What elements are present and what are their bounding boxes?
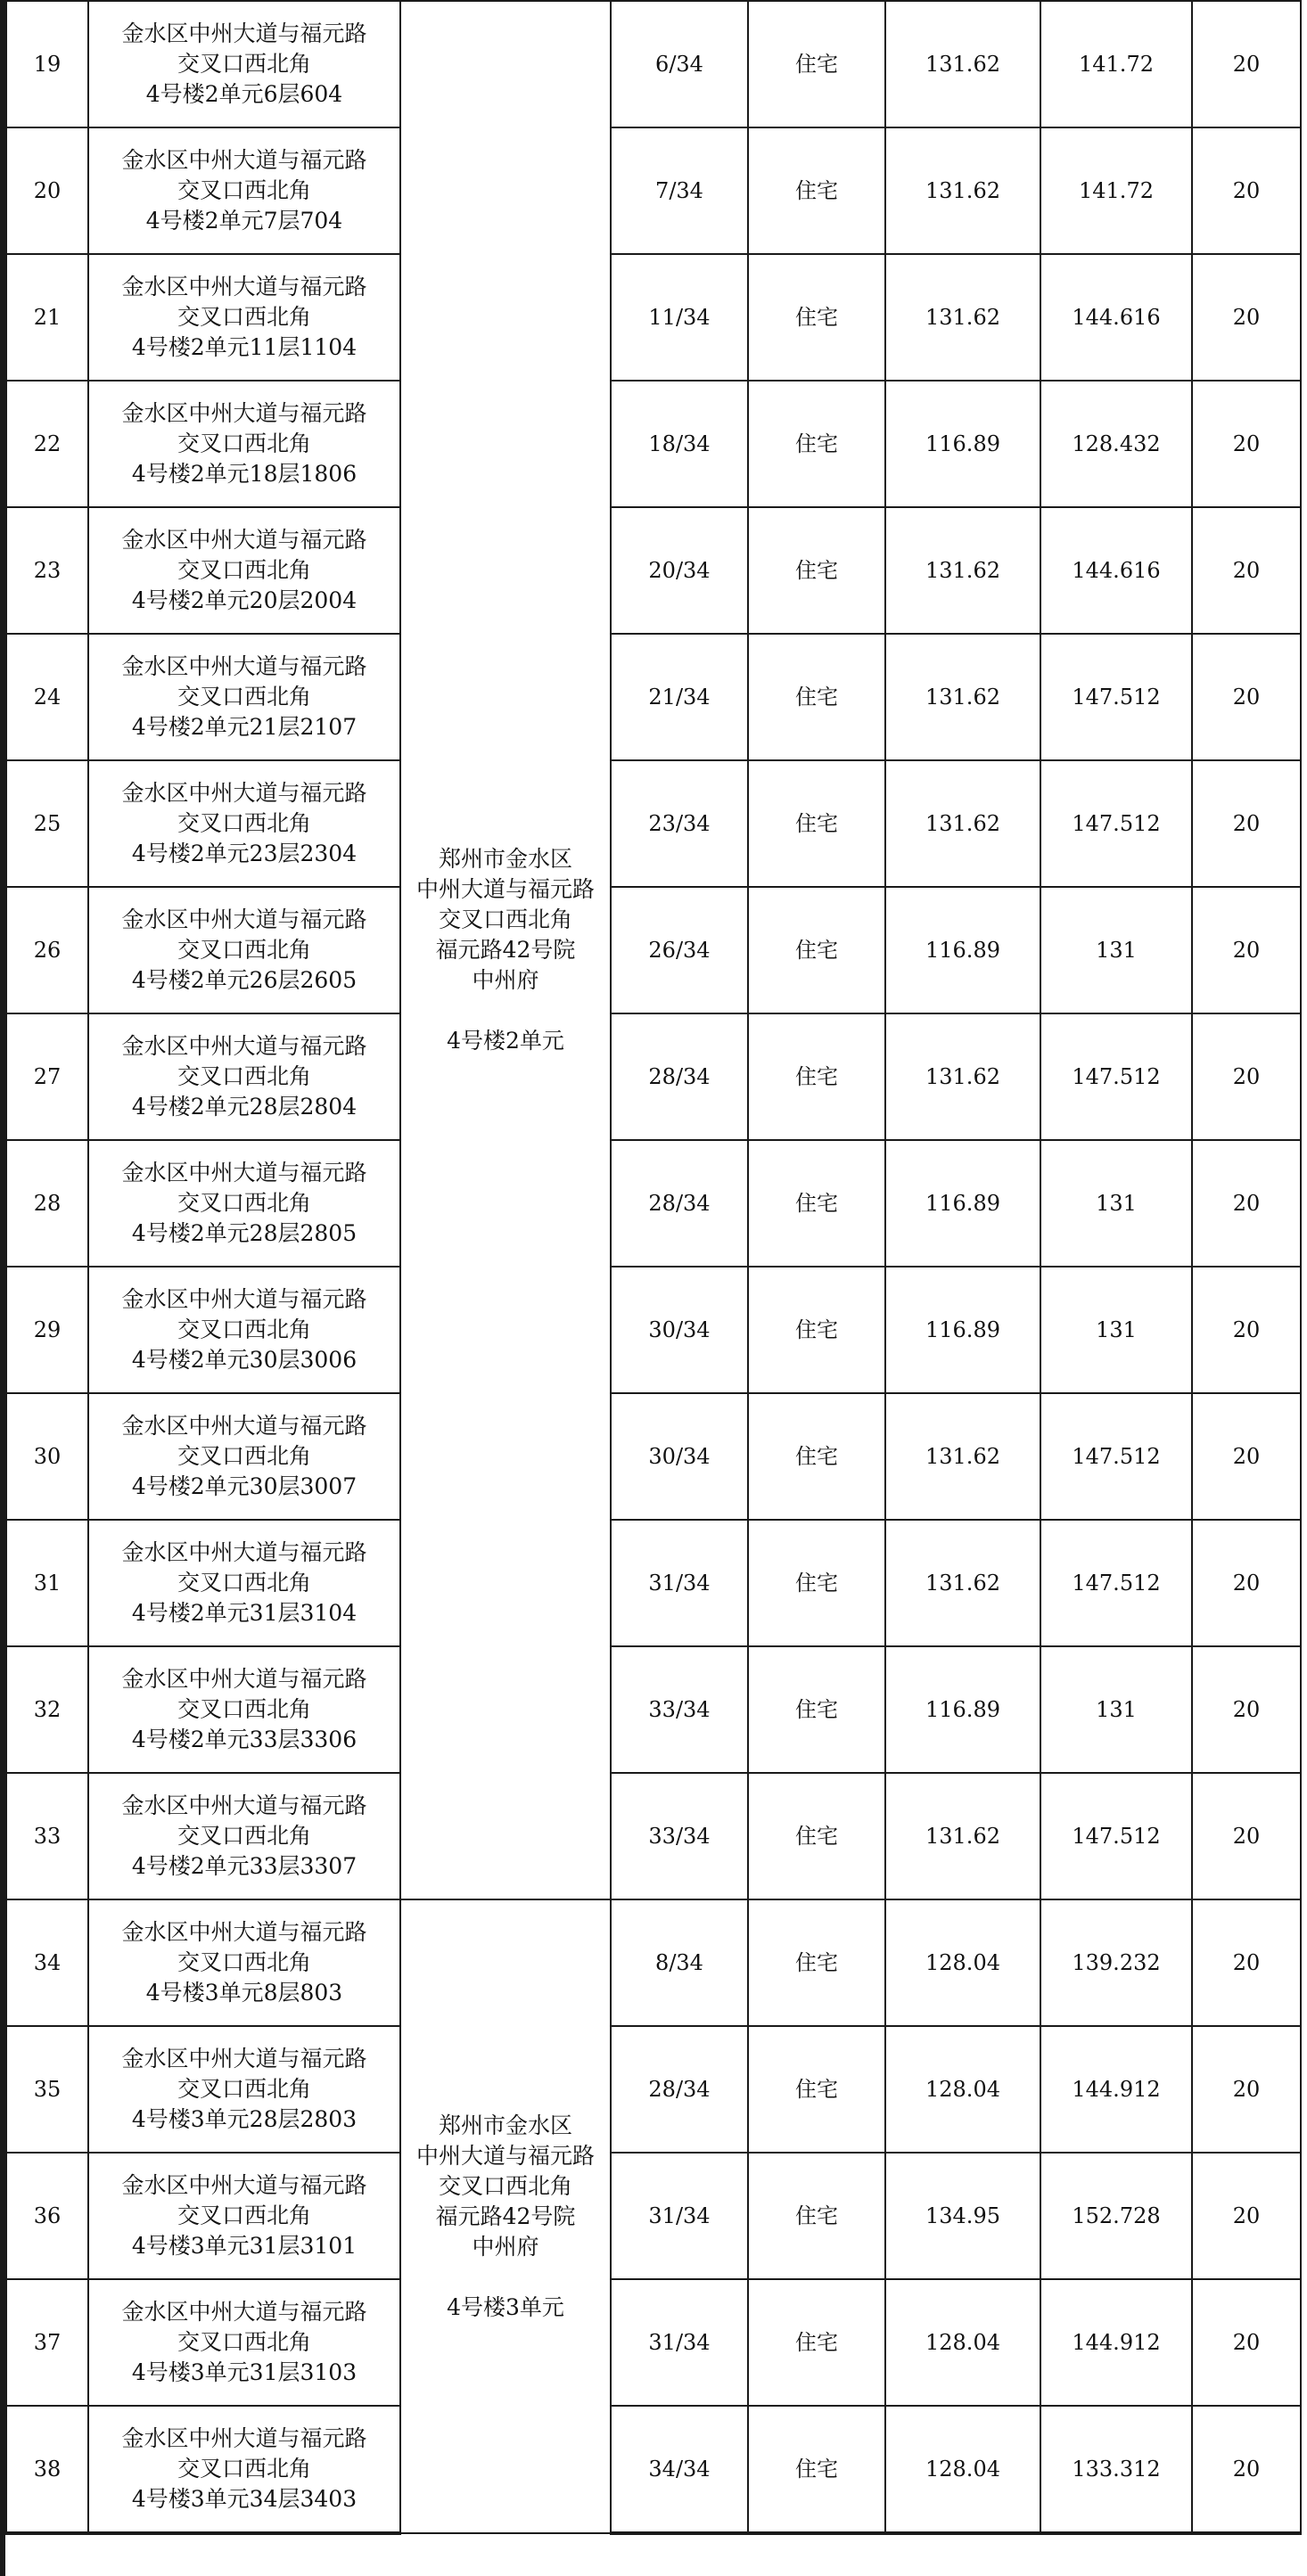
row-number-cell: 21	[6, 254, 88, 381]
price-cell: 147.512	[1040, 760, 1192, 887]
table-row	[6, 1646, 1301, 1773]
row-number-cell: 22	[6, 381, 88, 507]
usage-cell: 住宅	[748, 1013, 885, 1140]
usage-cell: 住宅	[748, 1393, 885, 1520]
property-table	[5, 0, 1302, 2535]
table-row	[6, 381, 1301, 507]
row-number-cell: 19	[6, 1, 88, 127]
address-cell: 金水区中州大道与福元路 交叉口西北角 4号楼2单元30层3006	[88, 1267, 400, 1393]
usage-cell: 住宅	[748, 634, 885, 760]
years-cell: 20	[1192, 1393, 1301, 1520]
table-body	[6, 1, 1301, 2533]
years-cell: 20	[1192, 2153, 1301, 2279]
address-cell: 金水区中州大道与福元路 交叉口西北角 4号楼2单元30层3007	[88, 1393, 400, 1520]
floor-cell: 28/34	[611, 1013, 748, 1140]
area-cell: 116.89	[885, 381, 1040, 507]
floor-cell: 26/34	[611, 887, 748, 1013]
price-cell: 144.912	[1040, 2026, 1192, 2153]
usage-cell: 住宅	[748, 127, 885, 254]
area-cell: 116.89	[885, 1267, 1040, 1393]
spacer	[401, 996, 610, 1026]
address-cell: 金水区中州大道与福元路 交叉口西北角 4号楼3单元28层2803	[88, 2026, 400, 2153]
price-cell: 147.512	[1040, 1393, 1192, 1520]
floor-cell: 11/34	[611, 254, 748, 381]
table-row	[6, 634, 1301, 760]
usage-cell: 住宅	[748, 1899, 885, 2026]
area-cell: 116.89	[885, 1140, 1040, 1267]
address-cell: 金水区中州大道与福元路 交叉口西北角 4号楼2单元23层2304	[88, 760, 400, 887]
table-row	[6, 760, 1301, 887]
usage-cell: 住宅	[748, 2406, 885, 2533]
price-cell: 144.616	[1040, 254, 1192, 381]
table-row	[6, 507, 1301, 634]
address-cell: 金水区中州大道与福元路 交叉口西北角 4号楼2单元31层3104	[88, 1520, 400, 1646]
price-cell: 147.512	[1040, 634, 1192, 760]
area-cell: 131.62	[885, 507, 1040, 634]
row-number-cell: 26	[6, 887, 88, 1013]
building-unit-text: 4号楼3单元	[447, 2293, 564, 2320]
price-cell: 144.912	[1040, 2279, 1192, 2406]
years-cell: 20	[1192, 1013, 1301, 1140]
price-cell: 128.432	[1040, 381, 1192, 507]
row-number-cell: 20	[6, 127, 88, 254]
floor-cell: 30/34	[611, 1393, 748, 1520]
table-row	[6, 1520, 1301, 1646]
floor-cell: 6/34	[611, 1, 748, 127]
address-cell: 金水区中州大道与福元路 交叉口西北角 4号楼2单元11层1104	[88, 254, 400, 381]
price-cell: 147.512	[1040, 1013, 1192, 1140]
usage-cell: 住宅	[748, 760, 885, 887]
usage-cell: 住宅	[748, 2026, 885, 2153]
area-cell: 128.04	[885, 1899, 1040, 2026]
area-cell: 131.62	[885, 1773, 1040, 1899]
table-row	[6, 1267, 1301, 1393]
row-number-cell: 37	[6, 2279, 88, 2406]
price-cell: 131	[1040, 887, 1192, 1013]
price-cell: 141.72	[1040, 1, 1192, 127]
years-cell: 20	[1192, 887, 1301, 1013]
area-cell: 131.62	[885, 1520, 1040, 1646]
address-cell: 金水区中州大道与福元路 交叉口西北角 4号楼2单元26层2605	[88, 887, 400, 1013]
area-cell: 134.95	[885, 2153, 1040, 2279]
area-cell: 131.62	[885, 127, 1040, 254]
area-cell: 128.04	[885, 2406, 1040, 2533]
years-cell: 20	[1192, 1140, 1301, 1267]
usage-cell: 住宅	[748, 1140, 885, 1267]
table-row	[6, 1393, 1301, 1520]
address-cell: 金水区中州大道与福元路 交叉口西北角 4号楼3单元8层803	[88, 1899, 400, 2026]
address-cell: 金水区中州大道与福元路 交叉口西北角 4号楼3单元31层3101	[88, 2153, 400, 2279]
area-cell: 128.04	[885, 2279, 1040, 2406]
table-row	[6, 887, 1301, 1013]
usage-cell: 住宅	[748, 1646, 885, 1773]
table-row	[6, 1, 1301, 127]
years-cell: 20	[1192, 381, 1301, 507]
spacer	[401, 2262, 610, 2293]
row-number-cell: 36	[6, 2153, 88, 2279]
floor-cell: 33/34	[611, 1646, 748, 1773]
area-cell: 131.62	[885, 760, 1040, 887]
table-row	[6, 254, 1301, 381]
address-cell: 金水区中州大道与福元路 交叉口西北角 4号楼3单元34层3403	[88, 2406, 400, 2533]
table-row	[6, 1013, 1301, 1140]
floor-cell: 31/34	[611, 2279, 748, 2406]
address-cell: 金水区中州大道与福元路 交叉口西北角 4号楼3单元31层3103	[88, 2279, 400, 2406]
price-cell: 131	[1040, 1267, 1192, 1393]
area-cell: 116.89	[885, 887, 1040, 1013]
years-cell: 20	[1192, 634, 1301, 760]
years-cell: 20	[1192, 1899, 1301, 2026]
table-row	[6, 2406, 1301, 2533]
row-number-cell: 24	[6, 634, 88, 760]
years-cell: 20	[1192, 1773, 1301, 1899]
usage-cell: 住宅	[748, 1267, 885, 1393]
row-number-cell: 27	[6, 1013, 88, 1140]
row-number-cell: 25	[6, 760, 88, 887]
table-row	[6, 2026, 1301, 2153]
area-cell: 128.04	[885, 2026, 1040, 2153]
row-number-cell: 29	[6, 1267, 88, 1393]
building-unit-text: 4号楼2单元	[447, 1028, 564, 1054]
address-cell: 金水区中州大道与福元路 交叉口西北角 4号楼2单元33层3306	[88, 1646, 400, 1773]
address-cell: 金水区中州大道与福元路 交叉口西北角 4号楼2单元33层3307	[88, 1773, 400, 1899]
floor-cell: 20/34	[611, 507, 748, 634]
usage-cell: 住宅	[748, 1520, 885, 1646]
project-address-text: 郑州市金水区 中州大道与福元路 交叉口西北角 福元路42号院 中州府	[415, 2112, 595, 2260]
row-number-cell: 28	[6, 1140, 88, 1267]
years-cell: 20	[1192, 1, 1301, 127]
area-cell: 116.89	[885, 1646, 1040, 1773]
area-cell: 131.62	[885, 1, 1040, 127]
row-number-cell: 35	[6, 2026, 88, 2153]
project-group-cell	[400, 1, 611, 1899]
years-cell: 20	[1192, 2279, 1301, 2406]
table-row	[6, 127, 1301, 254]
area-cell: 131.62	[885, 254, 1040, 381]
floor-cell: 18/34	[611, 381, 748, 507]
address-cell: 金水区中州大道与福元路 交叉口西北角 4号楼2单元21层2107	[88, 634, 400, 760]
area-cell: 131.62	[885, 1013, 1040, 1140]
row-number-cell: 33	[6, 1773, 88, 1899]
floor-cell: 30/34	[611, 1267, 748, 1393]
floor-cell: 31/34	[611, 1520, 748, 1646]
area-cell: 131.62	[885, 1393, 1040, 1520]
years-cell: 20	[1192, 507, 1301, 634]
row-number-cell: 30	[6, 1393, 88, 1520]
years-cell: 20	[1192, 1267, 1301, 1393]
floor-cell: 21/34	[611, 634, 748, 760]
floor-cell: 7/34	[611, 127, 748, 254]
floor-cell: 33/34	[611, 1773, 748, 1899]
price-cell: 141.72	[1040, 127, 1192, 254]
usage-cell: 住宅	[748, 2153, 885, 2279]
years-cell: 20	[1192, 2026, 1301, 2153]
address-cell: 金水区中州大道与福元路 交叉口西北角 4号楼2单元7层704	[88, 127, 400, 254]
years-cell: 20	[1192, 254, 1301, 381]
project-address-text: 郑州市金水区 中州大道与福元路 交叉口西北角 福元路42号院 中州府	[415, 846, 595, 993]
years-cell: 20	[1192, 760, 1301, 887]
address-cell: 金水区中州大道与福元路 交叉口西北角 4号楼2单元18层1806	[88, 381, 400, 507]
address-cell: 金水区中州大道与福元路 交叉口西北角 4号楼2单元20层2004	[88, 507, 400, 634]
price-cell: 131	[1040, 1646, 1192, 1773]
usage-cell: 住宅	[748, 1, 885, 127]
price-cell: 147.512	[1040, 1520, 1192, 1646]
years-cell: 20	[1192, 2406, 1301, 2533]
usage-cell: 住宅	[748, 254, 885, 381]
table-row	[6, 1899, 1301, 2026]
years-cell: 20	[1192, 1646, 1301, 1773]
table-row	[6, 2153, 1301, 2279]
row-number-cell: 23	[6, 507, 88, 634]
usage-cell: 住宅	[748, 381, 885, 507]
project-group-cell	[400, 1899, 611, 2533]
price-cell: 152.728	[1040, 2153, 1192, 2279]
usage-cell: 住宅	[748, 507, 885, 634]
floor-cell: 28/34	[611, 2026, 748, 2153]
usage-cell: 住宅	[748, 887, 885, 1013]
price-cell: 133.312	[1040, 2406, 1192, 2533]
table-row	[6, 1773, 1301, 1899]
floor-cell: 23/34	[611, 760, 748, 887]
floor-cell: 28/34	[611, 1140, 748, 1267]
years-cell: 20	[1192, 127, 1301, 254]
price-cell: 144.616	[1040, 507, 1192, 634]
area-cell: 131.62	[885, 634, 1040, 760]
address-cell: 金水区中州大道与福元路 交叉口西北角 4号楼2单元28层2805	[88, 1140, 400, 1267]
years-cell: 20	[1192, 1520, 1301, 1646]
row-number-cell: 32	[6, 1646, 88, 1773]
table-row	[6, 2279, 1301, 2406]
row-number-cell: 34	[6, 1899, 88, 2026]
usage-cell: 住宅	[748, 1773, 885, 1899]
price-cell: 139.232	[1040, 1899, 1192, 2026]
row-number-cell: 38	[6, 2406, 88, 2533]
floor-cell: 34/34	[611, 2406, 748, 2533]
floor-cell: 8/34	[611, 1899, 748, 2026]
row-number-cell: 31	[6, 1520, 88, 1646]
usage-cell: 住宅	[748, 2279, 885, 2406]
price-cell: 131	[1040, 1140, 1192, 1267]
price-cell: 147.512	[1040, 1773, 1192, 1899]
floor-cell: 31/34	[611, 2153, 748, 2279]
address-cell: 金水区中州大道与福元路 交叉口西北角 4号楼2单元6层604	[88, 1, 400, 127]
address-cell: 金水区中州大道与福元路 交叉口西北角 4号楼2单元28层2804	[88, 1013, 400, 1140]
table-row	[6, 1140, 1301, 1267]
